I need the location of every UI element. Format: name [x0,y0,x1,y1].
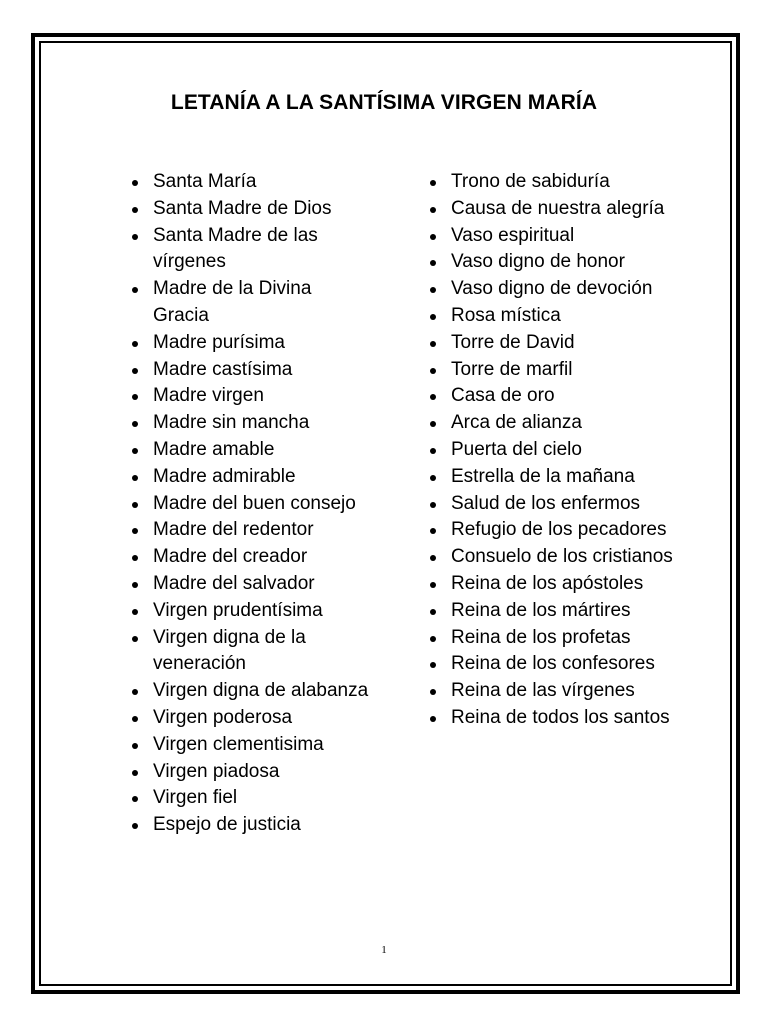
litany-list-left [130,169,370,839]
list-item: Madre admirable [130,464,370,491]
list-item: Madre sin mancha [130,410,370,437]
list-item: Madre del buen consejo [130,491,370,518]
list-item: Estrella de la mañana [428,464,678,491]
list-item: Torre de marfil [428,357,678,384]
list-item: Madre virgen [130,383,370,410]
list-item: Vaso espiritual [428,223,678,250]
list-item: Causa de nuestra alegría [428,196,678,223]
list-item: Virgen digna de alabanza [130,678,370,705]
list-item: Reina de los apóstoles [428,571,678,598]
list-item: Madre amable [130,437,370,464]
list-item: Virgen prudentísima [130,598,370,625]
list-item: Torre de David [428,330,678,357]
list-item: Santa Madre de Dios [130,196,370,223]
list-item: Madre del creador [130,544,370,571]
list-item: Consuelo de los cristianos [428,544,678,571]
list-item: Santa María [130,169,370,196]
litany-list-right [428,169,678,732]
list-item: Virgen digna de la veneración [130,625,370,679]
page-title: LETANÍA A LA SANTÍSIMA VIRGEN MARÍA [170,91,598,114]
list-item: Virgen fiel [130,785,370,812]
list-item: Reina de las vírgenes [428,678,678,705]
list-item: Reina de los profetas [428,625,678,652]
list-item: Madre purísima [130,330,370,357]
list-item: Madre de la Divina Gracia [130,276,370,330]
list-item: Reina de todos los santos [428,705,678,732]
list-item: Santa Madre de las vírgenes [130,223,370,277]
list-item: Vaso digno de devoción [428,276,678,303]
list-item: Madre del redentor [130,517,370,544]
list-item: Puerta del cielo [428,437,678,464]
list-item: Madre castísima [130,357,370,384]
list-item: Rosa mística [428,303,678,330]
list-item: Virgen poderosa [130,705,370,732]
list-item: Arca de alianza [428,410,678,437]
list-item: Salud de los enfermos [428,491,678,518]
list-item: Reina de los mártires [428,598,678,625]
list-item: Trono de sabiduría [428,169,678,196]
list-item: Madre del salvador [130,571,370,598]
list-item: Virgen piadosa [130,759,370,786]
list-item: Vaso digno de honor [428,249,678,276]
list-item: Refugio de los pecadores [428,517,678,544]
list-item: Virgen clementisima [130,732,370,759]
list-item: Casa de oro [428,383,678,410]
page-number: 1 [381,944,387,956]
list-item: Espejo de justicia [130,812,370,839]
list-item: Reina de los confesores [428,651,678,678]
